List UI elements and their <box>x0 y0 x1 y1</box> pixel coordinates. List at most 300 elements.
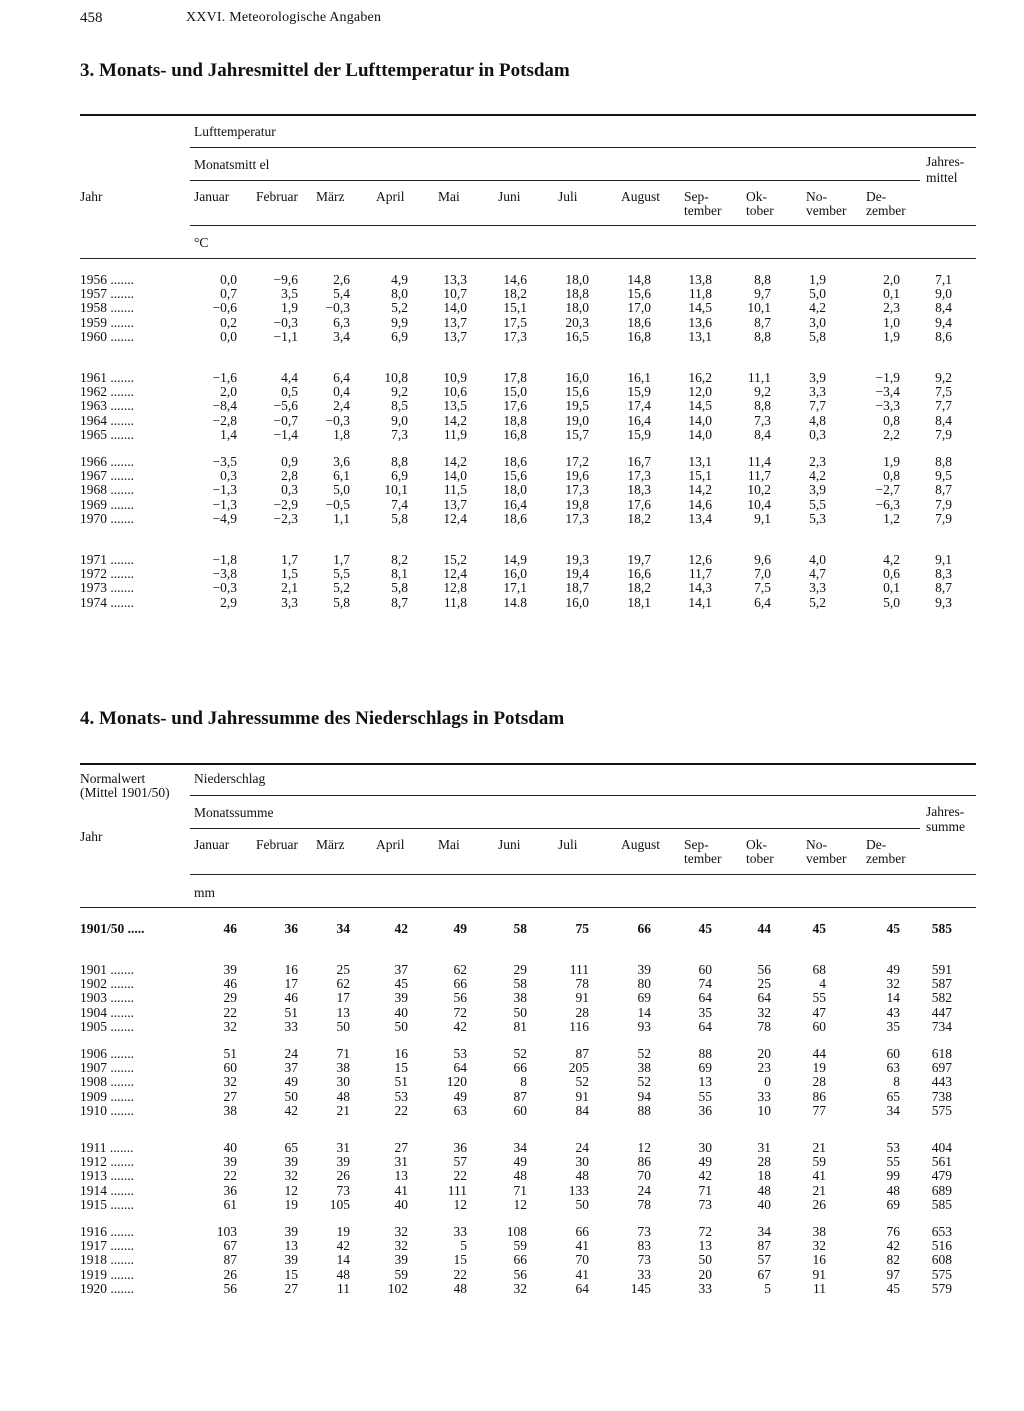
month-value: 12,4 <box>443 510 467 526</box>
month-value: 41 <box>394 1182 408 1198</box>
month-value: −0,3 <box>325 412 350 428</box>
month-value: 38 <box>336 1060 350 1076</box>
annual-value: 9,4 <box>935 314 952 330</box>
year-label: 1918 ....... <box>80 1253 134 1268</box>
year-label: 1974 ....... <box>80 595 134 610</box>
month-value: 5,2 <box>391 300 408 316</box>
month-value: 74 <box>698 976 712 992</box>
month-value: 14,6 <box>688 496 712 512</box>
month-value: 8 <box>520 1074 527 1090</box>
table1-annual-label-2: mittel <box>926 170 958 185</box>
month-value: 32 <box>223 1074 237 1090</box>
month-header-continuation: zember <box>866 851 906 866</box>
month-value: 73 <box>637 1224 651 1239</box>
month-value: 5,3 <box>809 510 826 526</box>
month-value: 13,7 <box>443 328 467 344</box>
annual-value: 618 <box>931 1046 952 1061</box>
table1-sub-label: Monatsmitt el <box>194 157 270 172</box>
month-value: 1,7 <box>281 552 298 567</box>
month-value: −1,3 <box>212 482 237 498</box>
month-value: 14,0 <box>443 300 467 316</box>
table-row <box>80 1020 980 1034</box>
table-row <box>80 1225 980 1239</box>
annual-value: 9,1 <box>935 552 952 567</box>
month-value: 39 <box>284 1224 298 1239</box>
month-value: 17,3 <box>565 482 589 498</box>
month-value: 22 <box>223 1168 237 1184</box>
annual-value: 575 <box>931 1102 952 1118</box>
month-value: 48 <box>757 1182 771 1198</box>
month-value: 31 <box>336 1140 350 1155</box>
table-row <box>80 1155 980 1169</box>
table-row <box>80 1006 980 1020</box>
month-value: 73 <box>336 1182 350 1198</box>
month-value: 4,8 <box>809 412 826 428</box>
month-value: 42 <box>698 1168 712 1184</box>
month-header: No- <box>806 189 827 204</box>
month-value: 32 <box>284 1168 298 1184</box>
month-value: 76 <box>886 1224 900 1239</box>
annual-value: 697 <box>931 1060 952 1076</box>
month-value: −2,7 <box>875 482 900 498</box>
month-value: 26 <box>812 1196 826 1212</box>
month-value: 17,1 <box>503 580 527 596</box>
annual-value: 653 <box>931 1224 952 1239</box>
month-value: 58 <box>513 921 527 936</box>
month-value: 55 <box>812 990 826 1006</box>
month-header: März <box>316 837 345 852</box>
year-label: 1961 ....... <box>80 371 134 385</box>
month-value: 30 <box>336 1074 350 1090</box>
month-value: −8,4 <box>212 398 237 414</box>
month-value: 42 <box>453 1018 467 1034</box>
month-value: 22 <box>453 1266 467 1282</box>
month-value: 88 <box>637 1102 651 1118</box>
month-value: 5,4 <box>333 286 350 302</box>
month-value: 14,0 <box>688 426 712 442</box>
month-value: 8,8 <box>754 398 771 414</box>
month-value: 20 <box>698 1266 712 1282</box>
month-value: 40 <box>394 1004 408 1020</box>
year-label: 1905 ....... <box>80 1019 134 1034</box>
annual-value: 8,4 <box>935 300 952 316</box>
month-value: 48 <box>886 1182 900 1198</box>
month-header-continuation: zember <box>866 203 906 218</box>
month-value: 14,2 <box>688 482 712 498</box>
year-label: 1906 ....... <box>80 1047 134 1061</box>
month-value: 14,0 <box>688 412 712 428</box>
month-value: 91 <box>575 990 589 1006</box>
month-value: 18,6 <box>503 454 527 469</box>
year-label: 1914 ....... <box>80 1183 134 1198</box>
month-value: 51 <box>394 1074 408 1090</box>
month-value: 4,7 <box>809 566 826 582</box>
month-value: −0,7 <box>273 412 298 428</box>
annual-value: 9,2 <box>935 370 952 385</box>
month-value: 16,0 <box>503 566 527 582</box>
month-value: −5,6 <box>273 398 298 414</box>
month-value: 78 <box>757 1018 771 1034</box>
month-value: 57 <box>757 1252 771 1268</box>
month-value: 16 <box>812 1252 826 1268</box>
year-label: 1960 ....... <box>80 329 134 344</box>
month-value: 10,2 <box>747 482 771 498</box>
year-label: 1916 ....... <box>80 1225 134 1239</box>
month-value: 66 <box>637 921 651 936</box>
month-value: 41 <box>812 1168 826 1184</box>
month-value: 29 <box>223 990 237 1006</box>
table-row <box>80 991 980 1005</box>
year-label: 1901 ....... <box>80 963 134 977</box>
month-value: 10,7 <box>443 286 467 302</box>
month-header: Juli <box>558 837 578 852</box>
annual-value: 7,7 <box>935 398 952 414</box>
month-value: 0,4 <box>333 384 350 400</box>
month-header: Sep- <box>684 837 709 852</box>
month-value: 15 <box>453 1252 467 1268</box>
month-value: −3,3 <box>875 398 900 414</box>
month-value: 48 <box>575 1168 589 1184</box>
month-value: 64 <box>453 1060 467 1076</box>
year-label: 1920 ....... <box>80 1281 134 1296</box>
table-row <box>80 1282 980 1296</box>
year-label: 1909 ....... <box>80 1089 134 1104</box>
month-value: 6,1 <box>333 468 350 484</box>
month-value: 3,3 <box>281 594 298 610</box>
month-value: 11,7 <box>688 566 712 582</box>
month-value: 21 <box>812 1182 826 1198</box>
month-value: 15,6 <box>627 286 651 302</box>
month-value: 16,7 <box>627 454 651 469</box>
month-value: 14,0 <box>443 468 467 484</box>
month-value: 1,0 <box>883 314 900 330</box>
month-value: 33 <box>698 1280 712 1296</box>
month-value: 4 <box>819 976 826 992</box>
month-value: 55 <box>886 1154 900 1170</box>
month-value: 36 <box>223 1182 237 1198</box>
table2-title: 4. Monats- und Jahressumme des Niederschlags in Potsdam <box>80 708 565 729</box>
month-value: 0,1 <box>883 286 900 302</box>
month-value: 8,8 <box>391 454 408 469</box>
month-header: Februar <box>256 189 298 204</box>
month-value: 5 <box>764 1280 771 1296</box>
month-value: 32 <box>757 1004 771 1020</box>
month-value: 53 <box>394 1088 408 1104</box>
table1-title: 3. Monats- und Jahresmittel der Lufttemperatur in Potsdam <box>80 60 570 81</box>
month-value: −0,3 <box>212 580 237 596</box>
month-value: 32 <box>223 1018 237 1034</box>
month-value: −2,9 <box>273 496 298 512</box>
month-value: 7,4 <box>391 496 408 512</box>
month-value: 19,7 <box>627 552 651 567</box>
month-value: 17 <box>336 990 350 1006</box>
month-header-continuation: tober <box>746 203 774 218</box>
annual-value: 561 <box>931 1154 952 1170</box>
month-value: 38 <box>223 1102 237 1118</box>
month-value: 105 <box>329 1196 350 1212</box>
table-row <box>80 1184 980 1198</box>
month-value: 23 <box>757 1060 771 1076</box>
month-value: 44 <box>812 1046 826 1061</box>
month-value: 60 <box>223 1060 237 1076</box>
year-label: 1971 ....... <box>80 553 134 567</box>
month-value: 49 <box>886 962 900 977</box>
month-value: −4,9 <box>212 510 237 526</box>
table1-group-label: Lufttemperatur <box>194 124 276 139</box>
table-row <box>80 1047 980 1061</box>
month-header: Mai <box>438 837 460 852</box>
month-value: 0,8 <box>883 468 900 484</box>
month-header: Juli <box>558 189 578 204</box>
month-value: 41 <box>575 1266 589 1282</box>
annual-value: 734 <box>931 1018 952 1034</box>
month-value: 8,4 <box>754 426 771 442</box>
table2-annual-label-2: summe <box>926 819 965 834</box>
annual-value: 8,4 <box>935 412 952 428</box>
table-row <box>80 1090 980 1104</box>
month-value: 39 <box>284 1252 298 1268</box>
year-label: 1964 ....... <box>80 413 134 428</box>
month-value: 14,9 <box>503 552 527 567</box>
annual-value: 585 <box>931 921 952 936</box>
month-value: 1,8 <box>333 426 350 442</box>
month-value: 55 <box>698 1088 712 1104</box>
table-row <box>80 596 980 610</box>
month-value: 11,1 <box>747 370 771 385</box>
annual-value: 738 <box>931 1088 952 1104</box>
month-value: 53 <box>453 1046 467 1061</box>
month-value: 10,1 <box>747 300 771 316</box>
table2-sub-label: Monatssumme <box>194 805 274 820</box>
month-value: 39 <box>284 1154 298 1170</box>
annual-value: 587 <box>931 976 952 992</box>
month-value: 6,3 <box>333 314 350 330</box>
month-value: 66 <box>513 1060 527 1076</box>
year-label: 1965 ....... <box>80 427 134 442</box>
month-value: 17,3 <box>503 328 527 344</box>
month-value: 44 <box>757 921 771 936</box>
month-value: 8,1 <box>391 566 408 582</box>
month-value: 49 <box>453 921 467 936</box>
month-value: 13,5 <box>443 398 467 414</box>
month-value: 34 <box>513 1140 527 1155</box>
month-value: 4,2 <box>883 552 900 567</box>
month-value: 52 <box>513 1046 527 1061</box>
month-value: 14.8 <box>503 594 527 610</box>
year-label: 1911 ....... <box>80 1141 134 1155</box>
month-value: 45 <box>812 921 826 936</box>
month-value: 64 <box>698 1018 712 1034</box>
table2-jahr-label: Jahr <box>80 829 103 844</box>
year-label: 1967 ....... <box>80 469 134 484</box>
table-row <box>80 1075 980 1089</box>
month-value: 1,9 <box>281 300 298 316</box>
month-value: 56 <box>757 962 771 977</box>
month-value: 8,8 <box>754 328 771 344</box>
month-value: 65 <box>284 1140 298 1155</box>
month-value: 33 <box>453 1224 467 1239</box>
month-value: 97 <box>886 1266 900 1282</box>
month-value: 12,6 <box>688 552 712 567</box>
month-header: Ok- <box>746 189 767 204</box>
month-value: 0,8 <box>883 412 900 428</box>
annual-value: 689 <box>931 1182 952 1198</box>
month-value: 6,4 <box>754 594 771 610</box>
month-value: 56 <box>513 1266 527 1282</box>
month-value: 28 <box>757 1154 771 1170</box>
month-value: 50 <box>513 1004 527 1020</box>
month-header: März <box>316 189 345 204</box>
table2-normal-label-2: (Mittel 1901/50) <box>80 785 170 800</box>
month-value: 2,4 <box>333 398 350 414</box>
month-value: 87 <box>513 1088 527 1104</box>
month-value: 19,5 <box>565 398 589 414</box>
month-value: 18,2 <box>503 286 527 302</box>
month-value: 28 <box>812 1074 826 1090</box>
month-header-continuation: tember <box>684 203 722 218</box>
table-row <box>80 498 980 512</box>
month-value: 16,0 <box>565 370 589 385</box>
month-value: 48 <box>336 1088 350 1104</box>
month-value: 11,8 <box>443 594 467 610</box>
month-value: 18,2 <box>627 580 651 596</box>
month-value: 45 <box>698 921 712 936</box>
month-header: Juni <box>498 837 521 852</box>
month-value: 11,4 <box>747 454 771 469</box>
month-value: 51 <box>284 1004 298 1020</box>
month-value: 5,8 <box>391 510 408 526</box>
year-label: 1968 ....... <box>80 483 134 498</box>
month-value: 46 <box>223 976 237 992</box>
month-value: 5,0 <box>333 482 350 498</box>
month-value: 66 <box>513 1252 527 1268</box>
month-value: 73 <box>637 1252 651 1268</box>
year-label: 1969 ....... <box>80 497 134 512</box>
month-value: 36 <box>698 1102 712 1118</box>
month-value: 12,0 <box>688 384 712 400</box>
month-value: 12 <box>513 1196 527 1212</box>
month-value: 18,2 <box>627 510 651 526</box>
month-value: 68 <box>812 962 826 977</box>
month-value: 15 <box>394 1060 408 1076</box>
month-value: 66 <box>575 1224 589 1239</box>
month-value: 13,7 <box>443 314 467 330</box>
month-value: 1,9 <box>883 454 900 469</box>
month-value: 205 <box>568 1060 589 1076</box>
month-value: 1,9 <box>809 272 826 287</box>
annual-value: 7,9 <box>935 496 952 512</box>
month-value: 1,1 <box>333 510 350 526</box>
month-value: 52 <box>575 1074 589 1090</box>
month-value: 12 <box>637 1140 651 1155</box>
month-value: 88 <box>698 1046 712 1061</box>
month-value: 4,0 <box>809 552 826 567</box>
month-value: −3,5 <box>212 454 237 469</box>
month-value: 59 <box>394 1266 408 1282</box>
annual-value: 8,7 <box>935 482 952 498</box>
month-value: 12,4 <box>443 566 467 582</box>
table-row <box>80 581 980 595</box>
month-value: 24 <box>637 1182 651 1198</box>
month-value: 82 <box>886 1252 900 1268</box>
month-value: 22 <box>223 1004 237 1020</box>
year-label: 1970 ....... <box>80 511 134 526</box>
month-value: 40 <box>394 1196 408 1212</box>
month-value: 19 <box>284 1196 298 1212</box>
month-value: 65 <box>886 1088 900 1104</box>
month-value: 26 <box>336 1168 350 1184</box>
month-value: 18,8 <box>565 286 589 302</box>
month-value: 3,3 <box>809 384 826 400</box>
month-value: 16,6 <box>627 566 651 582</box>
month-value: 11,8 <box>688 286 712 302</box>
month-value: 0,6 <box>883 566 900 582</box>
month-header: Januar <box>194 837 230 852</box>
month-value: 9,6 <box>754 552 771 567</box>
table-row <box>80 301 980 315</box>
annual-value: 7,9 <box>935 426 952 442</box>
annual-value: 8,7 <box>935 580 952 596</box>
month-value: 63 <box>453 1102 467 1118</box>
month-value: 19,6 <box>565 468 589 484</box>
month-value: 0,3 <box>281 482 298 498</box>
month-value: 7,3 <box>754 412 771 428</box>
month-value: 80 <box>637 976 651 992</box>
year-label: 1912 ....... <box>80 1155 134 1170</box>
month-value: 4,9 <box>391 272 408 287</box>
month-value: 11 <box>813 1280 826 1296</box>
month-value: 7,5 <box>754 580 771 596</box>
month-value: 14,8 <box>627 272 651 287</box>
month-header: Juni <box>498 189 521 204</box>
month-value: 33 <box>757 1088 771 1104</box>
month-value: 33 <box>637 1266 651 1282</box>
month-value: 64 <box>757 990 771 1006</box>
month-value: 39 <box>223 962 237 977</box>
month-value: 71 <box>513 1182 527 1198</box>
month-value: 11,7 <box>747 468 771 484</box>
annual-value: 443 <box>931 1074 952 1090</box>
month-value: 13 <box>698 1074 712 1090</box>
month-header: August <box>621 837 661 852</box>
annual-value: 9,5 <box>935 468 952 484</box>
month-value: 49 <box>513 1154 527 1170</box>
table2-normal-row <box>80 922 980 936</box>
month-value: 0 <box>764 1074 771 1090</box>
table-row <box>80 287 980 301</box>
month-value: 1,7 <box>333 552 350 567</box>
month-value: −1,3 <box>212 496 237 512</box>
month-value: 120 <box>446 1074 467 1090</box>
annual-value: 7,9 <box>935 510 952 526</box>
table1-sub-rule <box>190 180 920 181</box>
month-value: 2,2 <box>883 426 900 442</box>
month-value: 4,2 <box>809 300 826 316</box>
month-value: 60 <box>513 1102 527 1118</box>
month-value: 2,0 <box>220 384 237 400</box>
year-label: 1917 ....... <box>80 1239 134 1254</box>
month-value: 8,7 <box>391 594 408 610</box>
month-value: 40 <box>757 1196 771 1212</box>
month-value: 8,8 <box>754 272 771 287</box>
month-value: 13,1 <box>688 454 712 469</box>
table2-unit-rule <box>190 874 976 875</box>
month-value: 7,3 <box>391 426 408 442</box>
month-value: 78 <box>637 1196 651 1212</box>
month-value: 19,0 <box>565 412 589 428</box>
month-value: 38 <box>812 1224 826 1239</box>
table2-top-rule <box>80 763 976 765</box>
